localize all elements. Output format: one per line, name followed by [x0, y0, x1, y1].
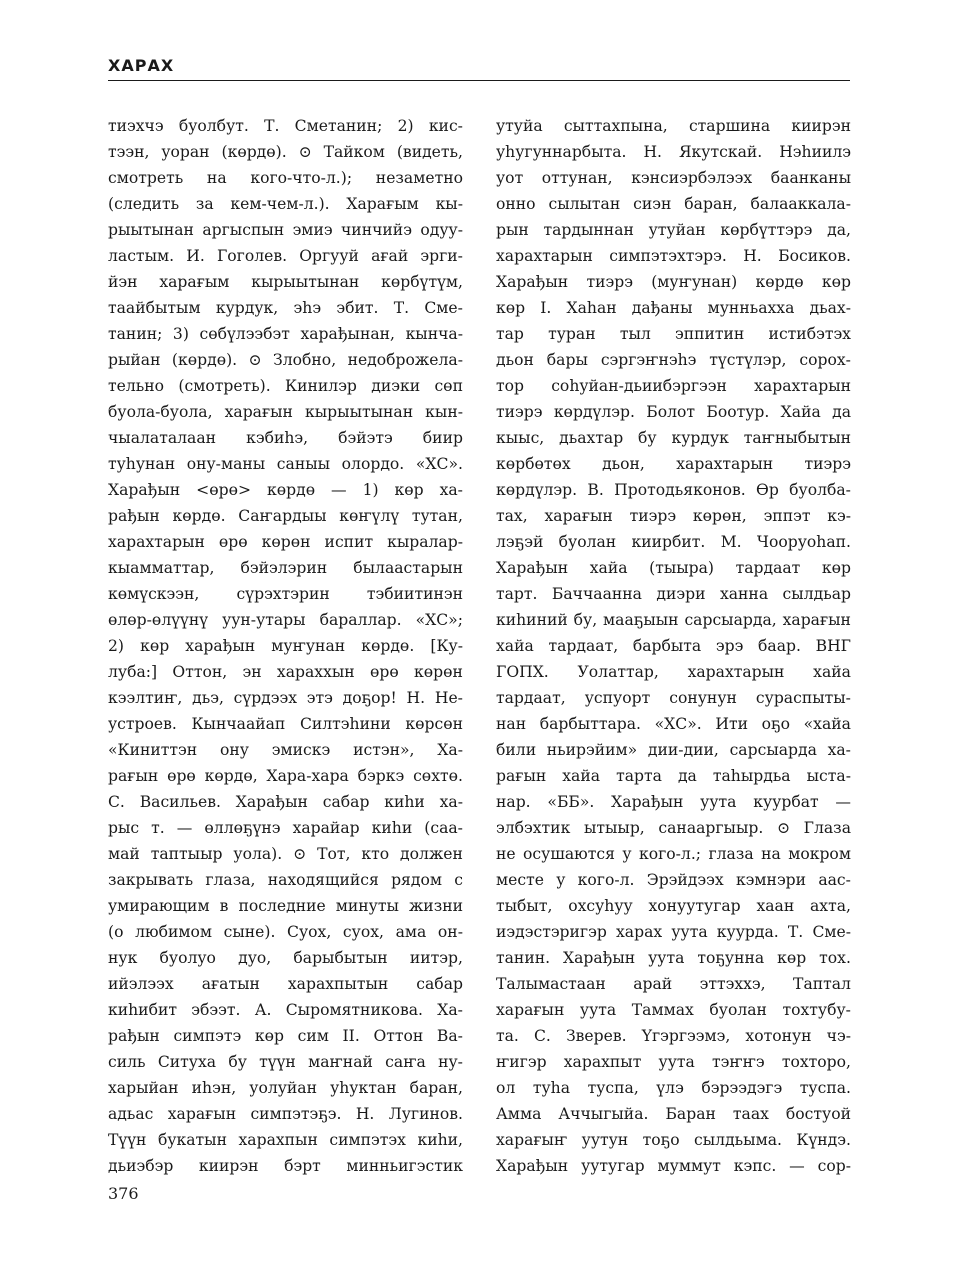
text-line: Түүн букатын харахпын симпэтэх киһи, — [108, 1131, 463, 1149]
text-line: силь Ситуха бу түүн маҥнай саҥа ну- — [108, 1053, 463, 1071]
text-line: не осушаются у кого-л.; глаза на мокром — [496, 845, 851, 863]
running-header — [108, 56, 850, 81]
text-line: Амма Аччыгыйа. Баран таах бостуой — [496, 1105, 851, 1123]
text-line: тээн, уоран (көрдө). ⊙ Тайком (видеть, — [108, 143, 463, 161]
text-line: киһибит эбээт. А. Сыромятникова. Ха- — [108, 1001, 463, 1019]
text-line: май таптыыр уола). ⊙ Тот, кто должен — [108, 845, 463, 863]
text-line: дьиэбэр киирэн бэрт минньигэстик — [108, 1157, 463, 1175]
text-line: йэн харағым кырыытынан көрбүтүм, — [108, 273, 463, 291]
text-line: тарт. Баччаанна диэри ханна сылдьар — [496, 585, 851, 603]
text-line: тельно (смотреть). Кинилэр диэки сөп — [108, 377, 463, 395]
text-line: ҥигэр харахпыт уута тэҥҥэ тохторо, — [496, 1053, 851, 1071]
left-column — [108, 113, 463, 1179]
text-line: закрывать глаза, находящийся рядом с — [108, 871, 463, 889]
text-line: танин; 3) сөбүлээбэт харађынан, кынча- — [108, 325, 463, 343]
text-line: онно сылытан сиэн баран, балааккала- — [496, 195, 851, 213]
text-line: рыйан (көрдө). ⊙ Злобно, недоброжела- — [108, 351, 463, 369]
text-line: Харађын тиэрэ (муҥунан) көрдө көр — [496, 273, 851, 291]
text-line: С. Васильев. Харађын сабар киһи ха- — [108, 793, 463, 811]
page-number: 376 — [108, 1184, 139, 1203]
text-line: рыытынан аргыспын эмиэ чинчийэ одуу- — [108, 221, 463, 239]
text-line: харағын уута Таммах буолан тохтубу- — [496, 1001, 851, 1019]
text-line: тыбыт, охсуһуу хонуутугар хаан ахта, — [496, 897, 851, 915]
text-line: (о любимом сыне). Суох, суох, ама он- — [108, 923, 463, 941]
text-line: көрбөтөх дьон, харахтарын тиэрэ — [496, 455, 851, 473]
text-line: уһугуннарбыта. Н. Якутскай. Нэһиилэ — [496, 143, 851, 161]
text-line: рађын симпэтэ көр сим II. Оттон Ва- — [108, 1027, 463, 1045]
text-line: харыйан иһэн, уолуйан уһуктан баран, — [108, 1079, 463, 1097]
text-line: иэдэстэригэр харах уута куурда. Т. Сме- — [496, 923, 851, 941]
text-line: нук буолуо дуо, барыбытын иитэр, — [108, 949, 463, 967]
text-line: рыс т. — өллөҕүнэ харайар киһи (саа- — [108, 819, 463, 837]
text-line: кээлтиҥ, дьэ, сүрдээх этэ доҕор! Н. Не- — [108, 689, 463, 707]
text-line: 2) көр харађын муҥунан көрдө. [Ку- — [108, 637, 463, 655]
text-line: ол туһа туспа, үлэ бэрээдэгэ туспа. — [496, 1079, 851, 1097]
text-line: ийэлээх ағатын харахпытын сабар — [108, 975, 463, 993]
header-title: ХАРАХ — [108, 56, 175, 75]
text-line: Талымастаан арай эттэххэ, Таптал — [496, 975, 851, 993]
text-line: элбэхтик ытыыр, санааргыыр. ⊙ Глаза — [496, 819, 851, 837]
right-column — [496, 113, 851, 1179]
text-line: Харађын <өрө> көрдө — 1) көр ха- — [108, 481, 463, 499]
text-line: танин. Харађын уута тоҕунна көр тох. — [496, 949, 851, 967]
text-line: туһунан ону-маны саныы олордо. «ХС». — [108, 455, 463, 473]
text-line: рын тардыннан утуйан көрбүттэрэ да, — [496, 221, 851, 239]
text-line: луба:] Оттон, эн хараххын өрө көрөн — [108, 663, 463, 681]
text-line: рађын көрдө. Саҥардыы көҥүлү тутан, — [108, 507, 463, 525]
text-line: Харађын уутугар муммут кэпс. — сор- — [496, 1157, 851, 1175]
text-line: устроев. Кынчаайап Силтэһини көрсөн — [108, 715, 463, 733]
text-line: дьон бары сэргэҥнэһэ түстүлэр, сорох- — [496, 351, 851, 369]
text-line: тар туран тыл эппитин истибэтэх — [496, 325, 851, 343]
text-line: умирающим в последние минуты жизни — [108, 897, 463, 915]
text-line: хайа тардаат, барбыта эрэ баар. ВНГ — [496, 637, 851, 655]
text-line: харахтарын симпэтэхтэрэ. Н. Босиков. — [496, 247, 851, 265]
text-line: месте у кого-л. Эрэйдээх кэмнэри аас- — [496, 871, 851, 889]
text-line: чыалаталаан кэбиһэ, бэйэтэ биир — [108, 429, 463, 447]
text-line: та. С. Зверев. Үгэргээмэ, хотонун чэ- — [496, 1027, 851, 1045]
text-line: нар. «ББ». Харађын уута куурбат — — [496, 793, 851, 811]
text-line: буола-буола, харағын кырыытынан кын- — [108, 403, 463, 421]
text-line: смотреть на кого-что-л.); незаметно — [108, 169, 463, 187]
text-line: рағын хайа тарта да таһырдьа ыста- — [496, 767, 851, 785]
text-line: лэҕэй буолан киирбит. М. Чооруоһап. — [496, 533, 851, 551]
text-line: көрдүлэр. В. Протодьяконов. Өр буолба- — [496, 481, 851, 499]
text-line: адьас харағын симпэтэҕэ. Н. Лугинов. — [108, 1105, 463, 1123]
text-line: кыыс, дьахтар бу курдук таҥныбытын — [496, 429, 851, 447]
text-line: ГОПХ. Уолаттар, харахтарын хайа — [496, 663, 851, 681]
text-line: киһиний бу, мааҕыын сарсыарда, харағын — [496, 611, 851, 629]
text-line: харахтарын өрө көрөн испит кыралар- — [108, 533, 463, 551]
text-line: нан барбыттара. «ХС». Ити оҕо «хайа — [496, 715, 851, 733]
text-line: тиэхчэ буолбут. Т. Сметанин; 2) кис- — [108, 117, 463, 135]
text-line: ластым. И. Гоголев. Оргууй ағай эрги- — [108, 247, 463, 265]
text-line: көр I. Хаһан дађаны мунньахха дьах- — [496, 299, 851, 317]
text-line: «Киниттэн ону эмискэ истэн», Ха- — [108, 741, 463, 759]
text-line: Харађын хайа (тыыра) тардаат көр — [496, 559, 851, 577]
text-line: (следить за кем-чем-л.). Харағым кы- — [108, 195, 463, 213]
text-line: таайбытым курдук, эһэ эбит. Т. Сме- — [108, 299, 463, 317]
text-line: көмүскээн, сүрэхтэрин тэбиитинэн — [108, 585, 463, 603]
text-line: харағыҥ уутун тоҕо сылдьыма. Күндэ. — [496, 1131, 851, 1149]
text-line: тах, харағын тиэрэ көрөн, эппэт кэ- — [496, 507, 851, 525]
text-line: кыамматтар, бэйэлэрин былаастарын — [108, 559, 463, 577]
text-line: утуйа сыттахпына, старшина киирэн — [496, 117, 851, 135]
text-line: тор соһуйан-дьиибэргээн харахтарын — [496, 377, 851, 395]
text-line: тиэрэ көрдүлэр. Болот Боотур. Хайа да — [496, 403, 851, 421]
text-line: били ньирэйим» дии-дии, сарсыарда ха- — [496, 741, 851, 759]
text-line: өлөр-өлүүнү уун-утары бараллар. «ХС»; — [108, 611, 463, 629]
text-line: тардаат, успуорт сонунун сураспыты- — [496, 689, 851, 707]
text-line: уот оттунан, кэнсиэрбэлээх баанканы — [496, 169, 851, 187]
text-line: рағын өрө көрдө, Хара-хара бэркэ сөхтө. — [108, 767, 463, 785]
